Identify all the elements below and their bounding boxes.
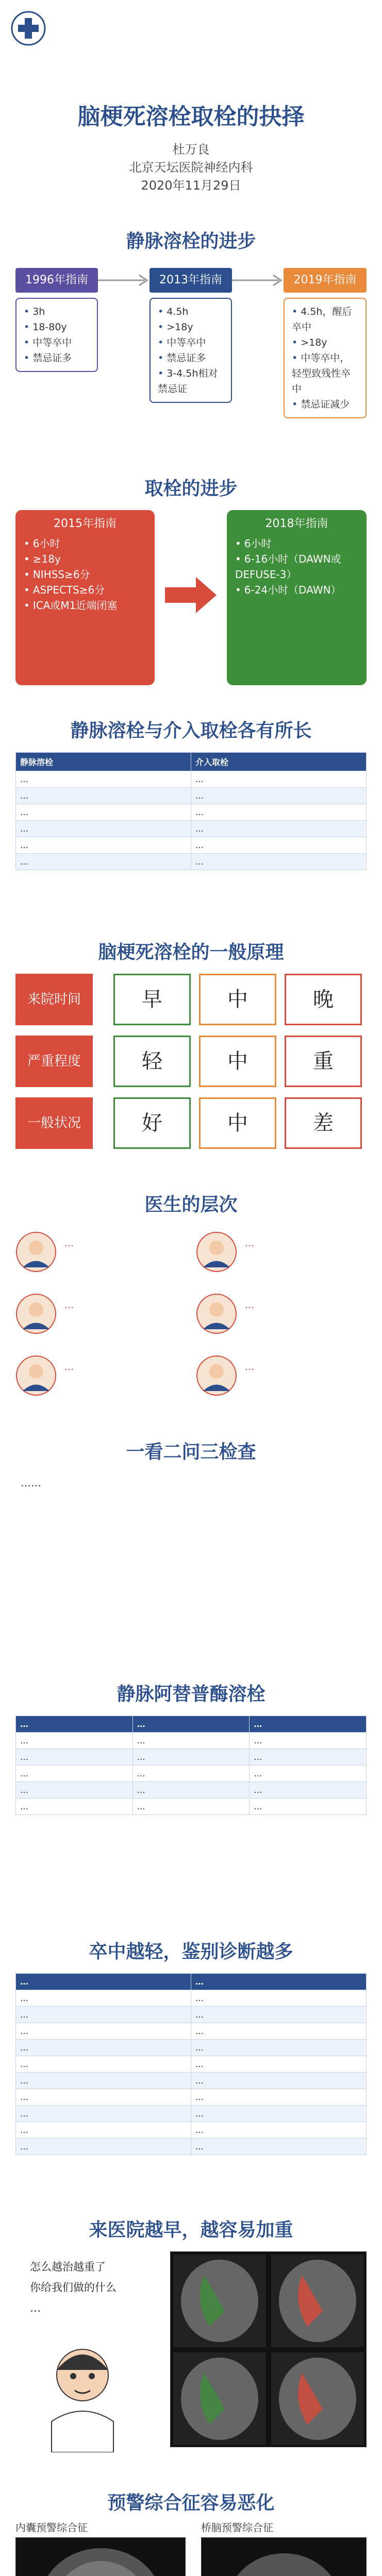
table-cell: …	[16, 771, 191, 788]
doctor-avatar-icon	[196, 1293, 237, 1334]
tl-head-1996: 1996年指南	[15, 268, 98, 293]
table-row	[16, 1782, 367, 1799]
table-cell: …	[16, 2089, 191, 2106]
table-row	[16, 1733, 367, 1749]
table-cell: …	[16, 1782, 133, 1799]
table-row	[16, 804, 367, 821]
guideline-2015-head: 2015年指南	[54, 517, 117, 530]
table-header-cell: …	[16, 1974, 191, 1990]
section-title-compare: 静脉溶栓与介入取栓各有所长	[70, 720, 312, 741]
guideline-item: • ASPECTS≥6分	[24, 582, 146, 598]
table-cell: …	[191, 2040, 367, 2056]
principle-cell: 好	[113, 1097, 191, 1149]
table-row	[16, 788, 367, 804]
table-cell: …	[16, 854, 191, 870]
section-title-levels: 医生的层次	[144, 1194, 238, 1215]
table-cell: …	[132, 1749, 250, 1766]
table-header-cell: …	[191, 1974, 367, 1990]
guideline-2018-box	[227, 510, 367, 685]
tl-box-1996	[15, 298, 98, 372]
arrow-right-icon	[232, 274, 284, 286]
table-row	[16, 821, 367, 837]
table-row	[16, 2040, 367, 2056]
hospital-logo-icon	[10, 10, 46, 46]
table-cell: …	[16, 1733, 133, 1749]
principle-row-label: 一般状况	[15, 1097, 93, 1149]
section-title-look: 一看二问三检查	[126, 1442, 256, 1463]
principle-grid	[15, 974, 367, 1170]
timeline-item: • >18y	[292, 335, 358, 350]
table-header-cell: …	[250, 1716, 367, 1733]
levels-area	[15, 1226, 367, 1412]
table-row	[16, 2007, 367, 2023]
table-cell: …	[16, 837, 191, 854]
section-title-late: 来医院越早，越容易加重	[89, 2219, 293, 2241]
table-header-cell: …	[132, 1716, 250, 1733]
page-title: 脑梗死溶栓取栓的抉择	[77, 104, 305, 130]
level-text: …	[245, 1238, 254, 1249]
principle-cell: 中	[199, 1097, 276, 1149]
guideline-item: • 6小时	[24, 536, 146, 551]
table-cell: …	[250, 1766, 367, 1782]
table-cell: …	[191, 2089, 367, 2106]
table-cell: …	[16, 1799, 133, 1815]
table-cell: …	[191, 1990, 367, 2007]
level-text: …	[64, 1300, 74, 1311]
brain-scan-icon	[271, 2352, 364, 2445]
timeline-item: • 18-80y	[24, 319, 90, 335]
table-cell: …	[191, 2007, 367, 2023]
table-row	[16, 837, 367, 854]
internal-capsule-mri	[15, 2537, 186, 2576]
table-row	[16, 2023, 367, 2040]
thrombectomy-compare	[15, 510, 367, 696]
table-header-cell: …	[16, 1716, 133, 1733]
table-cell: …	[191, 2106, 367, 2122]
guideline-item: • 6-16小时（DAWN或DEFUSE-3）	[235, 551, 358, 582]
principle-cell: 晚	[285, 974, 362, 1025]
tl-head-2013: 2013年指南	[150, 268, 232, 293]
table-cell: …	[191, 2122, 367, 2139]
level-item	[196, 1226, 366, 1278]
principle-cell: 中	[199, 1036, 276, 1087]
level-item	[196, 1350, 366, 1401]
guideline-item: • 6-24小时（DAWN）	[235, 582, 358, 598]
table-row	[16, 854, 367, 870]
guideline-2018-head: 2018年指南	[265, 517, 328, 530]
table-cell: …	[191, 821, 367, 837]
table-row	[16, 1766, 367, 1782]
table-row	[16, 2056, 367, 2073]
tl-box-2019	[284, 298, 367, 418]
table-cell: …	[16, 2007, 191, 2023]
guideline-item: • NIHSS≥6分	[24, 567, 146, 582]
table-row	[16, 2089, 367, 2106]
brain-scan-icon	[271, 2255, 364, 2347]
brain-scan-icon	[16, 2538, 186, 2576]
table-cell: …	[191, 854, 367, 870]
table-cell: …	[191, 2073, 367, 2089]
diff-table-wrap	[15, 1973, 367, 2155]
timeline-item: • 中等卒中	[158, 335, 224, 350]
table-cell: …	[132, 1733, 250, 1749]
level-item	[15, 1226, 186, 1278]
table-header-cell: 静脉溶栓	[16, 753, 191, 771]
principle-cell: 轻	[113, 1036, 191, 1087]
right-caption: 桥脑预警综合征	[201, 2521, 273, 2534]
table-cell: …	[16, 2122, 191, 2139]
look-paragraph: ……	[21, 1477, 41, 1489]
principle-cell: 重	[285, 1036, 362, 1087]
hospital: 北京天坛医院神经内科	[129, 160, 253, 175]
left-caption: 内囊预警综合征	[15, 2521, 88, 2534]
timeline-item: • 3-4.5h相对禁忌证	[158, 366, 224, 397]
table-cell: …	[250, 1749, 367, 1766]
table-cell: …	[132, 1766, 250, 1782]
compare-table	[15, 752, 367, 870]
brain-mri-grid	[170, 2251, 367, 2447]
section-title-thrombolysis: 静脉溶栓的进步	[126, 231, 256, 252]
table-cell: …	[191, 2056, 367, 2073]
timeline-item: • 中等卒中	[24, 335, 90, 350]
late-bullet: …	[30, 2302, 41, 2314]
level-text: …	[245, 1362, 254, 1372]
tl-head-2019: 2019年指南	[284, 268, 367, 293]
table-cell: …	[250, 1733, 367, 1749]
table-row	[16, 2106, 367, 2122]
section-title-aspect: 静脉阿替普酶溶栓	[117, 1684, 265, 1705]
principle-row-label: 严重程度	[15, 1036, 93, 1087]
late-bullet: 你给我们做的什么	[30, 2281, 117, 2294]
table-cell: …	[191, 804, 367, 821]
level-item	[15, 1350, 186, 1401]
table-cell: …	[250, 1782, 367, 1799]
table-cell: …	[16, 2023, 191, 2040]
doctor-avatar-icon	[15, 1355, 57, 1396]
section-title-thrombectomy: 取栓的进步	[144, 478, 238, 499]
doctor-avatar-icon	[15, 1293, 57, 1334]
table-cell: …	[16, 2139, 191, 2155]
compare-table-wrap	[15, 752, 367, 870]
late-bullets	[21, 2257, 155, 2318]
table-row	[16, 2122, 367, 2139]
principle-cell: 早	[113, 974, 191, 1025]
table-cell: …	[250, 1799, 367, 1815]
late-area	[15, 2251, 367, 2458]
timeline-item: • 中等卒中，轻型致残性卒中	[292, 350, 358, 397]
doctor-avatar-icon	[15, 1231, 57, 1273]
table-row	[16, 1799, 367, 1815]
level-text: …	[64, 1238, 74, 1249]
timeline-item: • 4.5h，醒后卒中	[292, 304, 358, 335]
arrow-right-icon	[165, 577, 217, 613]
diff-table	[15, 1973, 367, 2155]
table-cell: …	[132, 1799, 250, 1815]
level-item	[196, 1288, 366, 1340]
table-cell: …	[191, 771, 367, 788]
timeline-item: • 4.5h	[158, 304, 224, 319]
principle-cell: 中	[199, 974, 276, 1025]
table-cell: …	[191, 2023, 367, 2040]
doctor-cartoon-icon	[31, 2339, 134, 2452]
thrombolysis-timeline	[15, 268, 367, 422]
table-cell: …	[132, 1782, 250, 1799]
level-text: …	[64, 1362, 74, 1372]
tl-box-2013	[150, 298, 232, 403]
timeline-item: • 禁忌证减少	[292, 397, 358, 412]
table-cell: …	[16, 1749, 133, 1766]
table-cell: …	[16, 804, 191, 821]
table-cell: …	[191, 788, 367, 804]
brain-scan-icon	[173, 2352, 266, 2445]
timeline-item: • >18y	[158, 319, 224, 335]
table-row	[16, 1749, 367, 1766]
arrow-right-icon	[98, 274, 150, 286]
guideline-2015-box	[15, 510, 155, 685]
doctor-avatar-icon	[196, 1355, 237, 1396]
section-title-diff: 卒中越轻，鉴别诊断越多	[89, 1941, 293, 1962]
guideline-item: • 6小时	[235, 536, 358, 551]
brain-scan-icon	[202, 2538, 367, 2576]
table-cell: …	[16, 1766, 133, 1782]
brain-scan-icon	[173, 2255, 266, 2347]
late-bullet: 怎么越治越重了	[30, 2261, 106, 2273]
table-cell: …	[16, 788, 191, 804]
guideline-item: • ≥18y	[24, 551, 146, 567]
pons-mri	[201, 2537, 367, 2576]
table-row	[16, 1990, 367, 2007]
aspect-table	[15, 1716, 367, 1815]
timeline-item: • 3h	[24, 304, 90, 319]
table-row	[16, 2073, 367, 2089]
level-item	[15, 1288, 186, 1340]
table-cell: …	[16, 2056, 191, 2073]
table-cell: …	[16, 2073, 191, 2089]
author: 杜万良	[172, 142, 210, 157]
table-cell: …	[191, 837, 367, 854]
table-cell: …	[191, 2139, 367, 2155]
guideline-item: • ICA或M1近端闭塞	[24, 598, 146, 613]
section-title-principle: 脑梗死溶栓的一般原理	[98, 942, 284, 963]
principle-row-label: 来院时间	[15, 974, 93, 1025]
section-title-predict: 预警综合征容易恶化	[107, 2493, 275, 2514]
table-row	[16, 771, 367, 788]
date: 2020年11月29日	[141, 178, 241, 193]
timeline-item: • 禁忌证多	[24, 350, 90, 366]
principle-cell: 差	[285, 1097, 362, 1149]
table-cell: …	[16, 2106, 191, 2122]
doctor-avatar-icon	[196, 1231, 237, 1273]
table-header-cell: 介入取栓	[191, 753, 367, 771]
aspect-table-wrap	[15, 1716, 367, 1815]
table-cell: …	[16, 2040, 191, 2056]
level-text: …	[245, 1300, 254, 1311]
timeline-item: • 禁忌证多	[158, 350, 224, 366]
table-cell: …	[16, 1990, 191, 2007]
table-row	[16, 2139, 367, 2155]
table-cell: …	[16, 821, 191, 837]
